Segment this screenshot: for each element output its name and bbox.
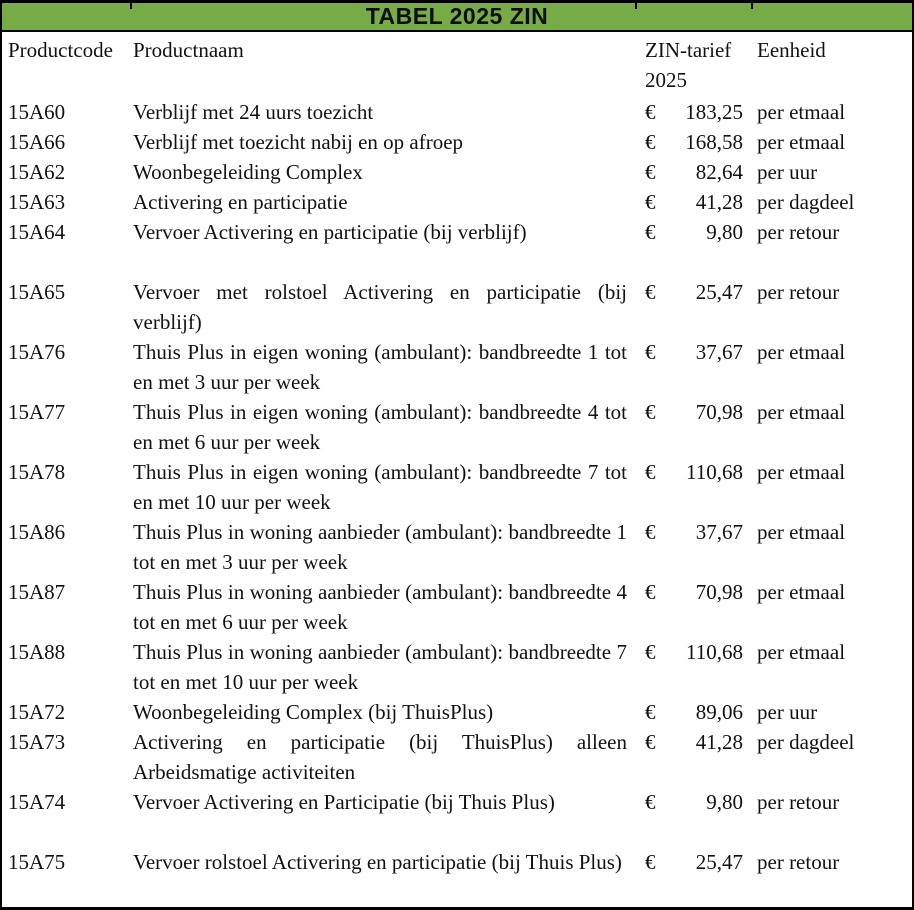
column-divider-tick [130,3,132,9]
cell-productnaam: Thuis Plus in woning aanbieder (ambulant): bandbreedte 7 tot en met 10 uur per week [133,640,627,694]
cell-productnaam: Thuis Plus in woning aanbieder (ambulant): bandbreedte 1 tot en met 3 uur per week [133,520,627,574]
cell-productnaam: Thuis Plus in eigen woning (ambulant): bandbreedte 1 tot en met 3 uur per week [133,340,627,394]
cell-productcode: 15A63 [8,190,66,214]
cell-productcode: 15A78 [8,460,66,484]
table-row [2,697,912,727]
table-row [2,457,912,517]
column-header-zin-tarief: ZIN-tarief 2025 [645,38,732,92]
table-row [2,127,912,157]
cell-productcode: 15A62 [8,160,66,184]
cell-eenheid: per retour [757,220,840,244]
tarief-amount: 183,25 [685,100,743,124]
tarief-amount: 70,98 [695,580,743,604]
table-row [2,637,912,697]
cell-eenheid: per etmaal [757,520,846,544]
table-row [2,217,912,247]
tarief-amount: 70,98 [695,400,743,424]
column-divider-tick [751,3,753,9]
euro-symbol: € [645,130,656,154]
table-row [2,517,912,577]
cell-productnaam: Verblijf met 24 uurs toezicht [133,100,374,124]
cell-productnaam: Thuis Plus in woning aanbieder (ambulant): bandbreedte 4 tot en met 6 uur per week [133,580,627,634]
cell-productcode: 15A72 [8,700,66,724]
column-divider-tick [635,3,637,9]
cell-eenheid: per retour [757,280,840,304]
cell-productnaam: Woonbegeleiding Complex (bij ThuisPlus) [133,700,494,724]
cell-productnaam: Woonbegeleiding Complex [133,160,363,184]
table-row [2,97,912,127]
table-row [2,397,912,457]
tarief-amount: 25,47 [695,280,743,304]
cell-eenheid: per etmaal [757,400,846,424]
cell-eenheid: per etmaal [757,100,846,124]
cell-productnaam: Vervoer met rolstoel Activering en participatie (bij verblijf) [133,280,627,334]
cell-eenheid: per uur [757,160,818,184]
cell-productcode: 15A88 [8,640,66,664]
cell-productcode: 15A73 [8,730,66,754]
cell-productcode: 15A64 [8,220,66,244]
table-row [2,277,912,337]
euro-symbol: € [645,850,656,874]
cell-productcode: 15A60 [8,100,66,124]
cell-productnaam [130,247,637,277]
cell-tarief [637,337,753,397]
cell-productcode: 15A87 [8,580,66,604]
cell-tarief [637,817,753,847]
table-title-bar [2,3,912,32]
cell-tarief [637,847,753,877]
cell-tarief [637,727,753,787]
cell-tarief [637,247,753,277]
cell-productnaam: Activering en participatie [133,190,348,214]
tarief-amount: 9,80 [706,790,743,814]
tarief-amount: 110,68 [686,460,743,484]
euro-symbol: € [645,280,656,304]
tarief-amount: 82,64 [695,160,743,184]
cell-tarief [637,97,753,127]
cell-eenheid [753,817,912,847]
tarief-amount: 168,58 [685,130,743,154]
tarief-amount: 9,80 [706,220,743,244]
cell-tarief [637,397,753,457]
column-header-productcode: Productcode [8,38,113,62]
table-row [2,247,912,277]
euro-symbol: € [645,730,656,754]
cell-tarief [637,217,753,247]
cell-eenheid: per dagdeel [757,190,855,214]
tarief-amount: 110,68 [686,640,743,664]
cell-productcode: 15A75 [8,850,66,874]
euro-symbol: € [645,520,656,544]
cell-tarief [637,697,753,727]
cell-tarief [637,457,753,517]
table-header-row [2,32,912,97]
euro-symbol: € [645,100,656,124]
euro-symbol: € [645,580,656,604]
cell-tarief [637,157,753,187]
cell-eenheid: per etmaal [757,640,846,664]
euro-symbol: € [645,340,656,364]
cell-eenheid [753,247,912,277]
table-body [2,97,912,877]
cell-productcode: 15A66 [8,130,66,154]
table-row [2,337,912,397]
cell-tarief [637,787,753,817]
euro-symbol: € [645,790,656,814]
euro-symbol: € [645,160,656,184]
cell-tarief [637,277,753,337]
cell-tarief [637,187,753,217]
cell-eenheid: per etmaal [757,340,846,364]
euro-symbol: € [645,460,656,484]
cell-productnaam: Vervoer Activering en participatie (bij verblijf) [133,220,527,244]
cell-productcode: 15A65 [8,280,66,304]
cell-productcode: 15A86 [8,520,66,544]
cell-eenheid: per etmaal [757,460,846,484]
euro-symbol: € [645,400,656,424]
column-header-productnaam: Productnaam [133,38,244,62]
cell-eenheid: per etmaal [757,130,846,154]
tarief-amount: 89,06 [695,700,743,724]
tarief-amount: 37,67 [695,520,743,544]
table-title: TABEL 2025 ZIN [365,3,549,29]
cell-tarief [637,637,753,697]
cell-productnaam: Thuis Plus in eigen woning (ambulant): bandbreedte 7 tot en met 10 uur per week [133,460,627,514]
cell-eenheid: per dagdeel [757,730,855,754]
cell-productnaam: Vervoer rolstoel Activering en participatie (bij Thuis Plus) [133,850,622,874]
table-row [2,577,912,637]
tarief-amount: 25,47 [695,850,743,874]
cell-tarief [637,517,753,577]
table-row [2,187,912,217]
tarief-amount: 37,67 [695,340,743,364]
column-header-eenheid: Eenheid [757,38,826,62]
cell-productcode [2,817,130,847]
table-row [2,157,912,187]
cell-tarief [637,127,753,157]
cell-productnaam: Activering en participatie (bij ThuisPlus) alleen Arbeidsmatige activiteiten [133,730,627,784]
cell-eenheid: per retour [757,850,840,874]
euro-symbol: € [645,190,656,214]
table-row [2,847,912,877]
cell-productnaam: Verblijf met toezicht nabij en op afroep [133,130,464,154]
cell-eenheid: per retour [757,790,840,814]
cell-productcode [2,247,130,277]
euro-symbol: € [645,220,656,244]
cell-eenheid: per etmaal [757,580,846,604]
cell-productnaam: Vervoer Activering en Participatie (bij Thuis Plus) [133,790,555,814]
cell-tarief [637,577,753,637]
euro-symbol: € [645,640,656,664]
table-row [2,787,912,817]
cell-productcode: 15A76 [8,340,66,364]
tarief-amount: 41,28 [695,730,743,754]
euro-symbol: € [645,700,656,724]
table-row [2,817,912,847]
tarief-amount: 41,28 [695,190,743,214]
cell-eenheid: per uur [757,700,818,724]
cell-productcode: 15A74 [8,790,66,814]
cell-productnaam: Thuis Plus in eigen woning (ambulant): bandbreedte 4 tot en met 6 uur per week [133,400,627,454]
cell-productcode: 15A77 [8,400,66,424]
table-row [2,727,912,787]
cell-productnaam [130,817,637,847]
